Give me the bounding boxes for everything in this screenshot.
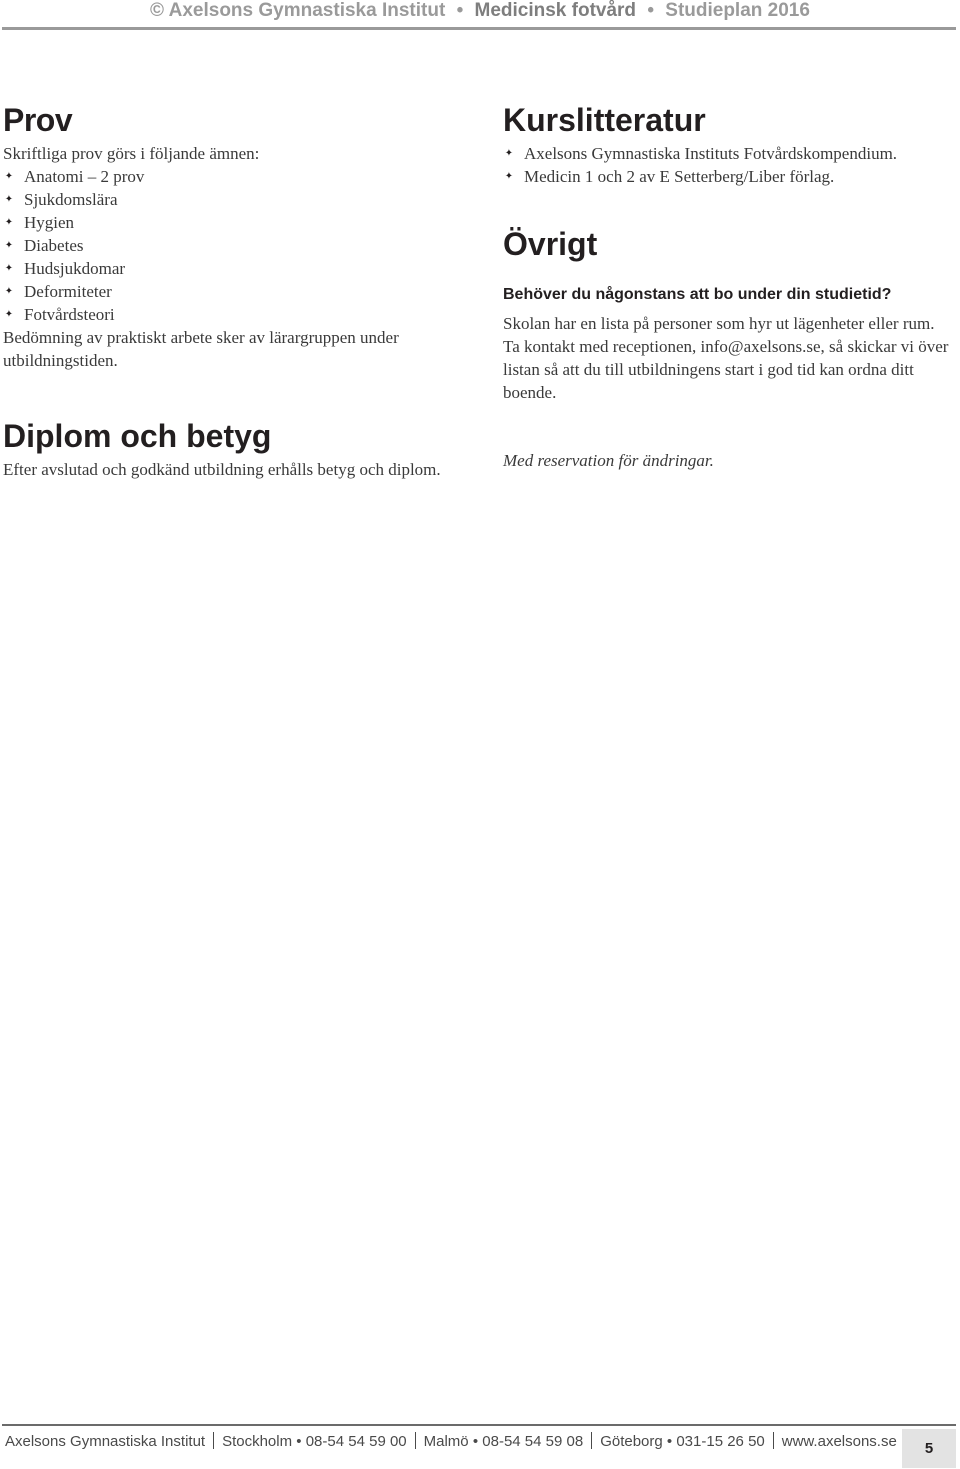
- bullet-icon: ✦: [4, 194, 14, 205]
- bullet-icon: ✦: [4, 171, 14, 182]
- bullet-icon: ✦: [4, 263, 14, 274]
- list-item: [3, 280, 453, 303]
- copyright-symbol: ©: [150, 0, 165, 21]
- list-item-text: Hudsjukdomar: [24, 259, 126, 278]
- header-program-name: Medicinsk fotvård: [474, 0, 637, 21]
- list-item-text: Sjukdomslära: [24, 190, 118, 209]
- list-item-text: Axelsons Gymnastiska Instituts Fotvårdskompendium.: [524, 144, 898, 163]
- footer-separator: [773, 1432, 774, 1449]
- section-prov: [3, 100, 453, 372]
- housing-answer: Skolan har en lista på personer som hyr ut lägenheter eller rum. Ta kontakt med receptionen, info@axelsons.se, så skickar vi över listan så att du till utbildningens start i god tid kan ordna ditt boende.: [503, 314, 949, 402]
- list-item: [3, 257, 453, 280]
- bullet-icon: ✦: [504, 171, 514, 182]
- bullet-icon: ✦: [4, 286, 14, 297]
- literature-list: [503, 142, 953, 188]
- right-column: [503, 100, 953, 472]
- list-item-text: Diabetes: [24, 236, 84, 255]
- spacer: [503, 188, 953, 224]
- prov-subject-list: [3, 165, 453, 326]
- spacer: [503, 404, 953, 449]
- list-item: [503, 142, 953, 165]
- section-title-kurslitteratur: Kurslitteratur: [503, 102, 706, 138]
- list-item: [3, 165, 453, 188]
- bullet-icon: ✦: [4, 309, 14, 320]
- list-item: [3, 234, 453, 257]
- bullet-icon: ✦: [504, 148, 514, 159]
- footer-phone-stockholm: 08-54 54 59 00: [305, 1433, 407, 1450]
- section-title-ovrigt: Övrigt: [503, 226, 598, 262]
- header-institute-name: Axelsons Gymnastiska Institut: [168, 0, 446, 21]
- section-diplom: [3, 416, 453, 481]
- left-column: [3, 100, 453, 481]
- page-number: 5: [902, 1429, 956, 1468]
- footer-separator: [415, 1432, 416, 1449]
- list-item: [3, 211, 453, 234]
- footer-phone-goteborg: 031-15 26 50: [676, 1433, 765, 1450]
- footer-separator: [591, 1432, 592, 1449]
- section-kurslitteratur: [503, 100, 953, 188]
- footer-dot: •: [472, 1433, 479, 1450]
- header-separator-dot: •: [647, 0, 654, 21]
- section-title-prov: Prov: [3, 102, 73, 138]
- list-item-text: Deformiteter: [24, 282, 112, 301]
- footer-institute-name: Axelsons Gymnastiska Institut: [5, 1433, 206, 1450]
- reservation-note: Med reservation för ändringar.: [503, 451, 714, 470]
- housing-question: Behöver du någonstans att bo under din studietid?: [503, 286, 892, 303]
- list-item: [3, 303, 453, 326]
- footer-dot: •: [296, 1433, 302, 1450]
- list-item-text: Fotvårdsteori: [24, 305, 115, 324]
- footer-city-stockholm: Stockholm: [222, 1433, 293, 1450]
- section-ovrigt: [503, 224, 953, 472]
- footer-website: www.axelsons.se: [781, 1433, 897, 1450]
- footer-divider: [2, 1424, 956, 1426]
- footer-city-goteborg: Göteborg: [600, 1433, 663, 1450]
- list-item: [503, 165, 953, 188]
- diplom-text: Efter avslutad och godkänd utbildning erhålls betyg och diplom.: [3, 460, 441, 479]
- footer-separator: [213, 1432, 214, 1449]
- bullet-icon: ✦: [4, 217, 14, 228]
- list-item-text: Anatomi – 2 prov: [24, 167, 145, 186]
- page-header: [0, 0, 960, 30]
- spacer: [3, 372, 453, 416]
- prov-intro: Skriftliga prov görs i följande ämnen:: [3, 144, 260, 163]
- footer-city-malmo: Malmö: [423, 1433, 469, 1450]
- header-divider: [2, 27, 956, 30]
- page-footer: [5, 1431, 897, 1453]
- prov-assessment-text: Bedömning av praktiskt arbete sker av lärargruppen under utbildningstiden.: [3, 328, 399, 370]
- bullet-icon: ✦: [4, 240, 14, 251]
- header-plan-name: Studieplan 2016: [665, 0, 810, 21]
- header-separator-dot: •: [456, 0, 464, 21]
- footer-dot: •: [666, 1433, 673, 1450]
- section-title-diplom: Diplom och betyg: [3, 418, 272, 454]
- list-item: [3, 188, 453, 211]
- list-item-text: Hygien: [24, 213, 75, 232]
- list-item-text: Medicin 1 och 2 av E Setterberg/Liber förlag.: [524, 167, 835, 186]
- footer-phone-malmo: 08-54 54 59 08: [482, 1433, 584, 1450]
